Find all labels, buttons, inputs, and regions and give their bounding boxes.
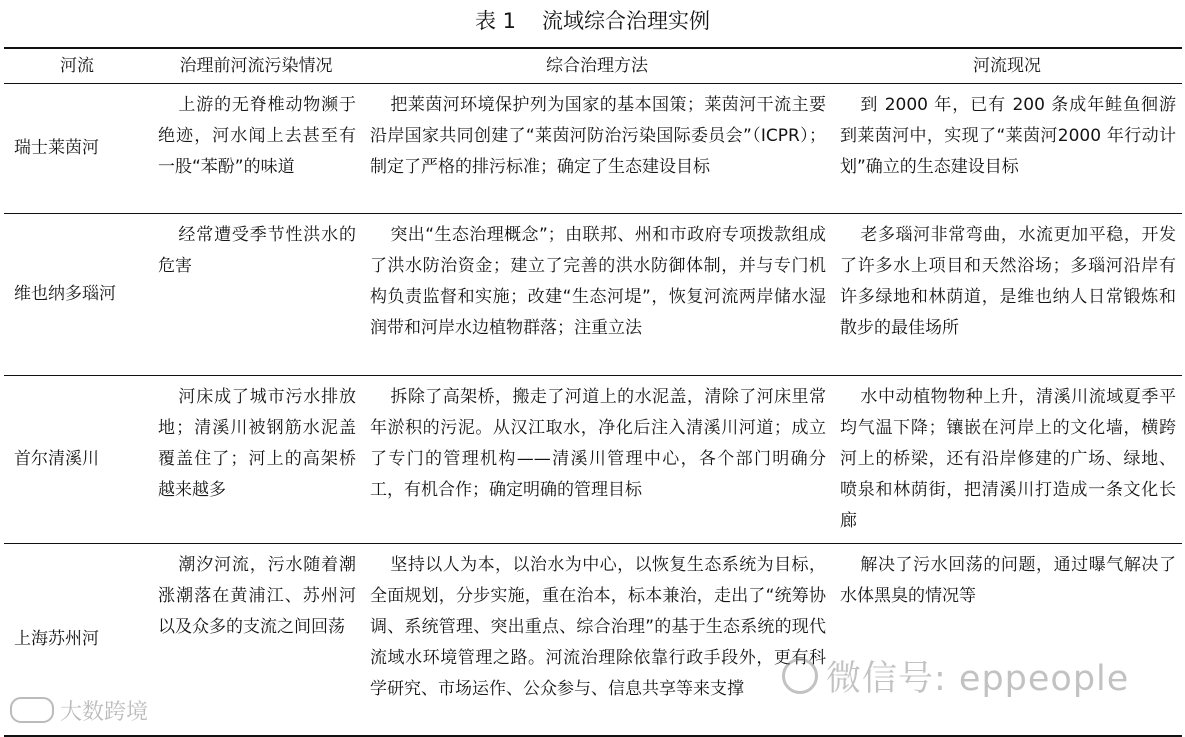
header-now: 河流现况 bbox=[832, 48, 1182, 84]
river-name: 上海苏州河 bbox=[14, 628, 99, 649]
governance-method: 把莱茵河环境保护列为国家的基本国策；莱茵河干流主要沿岸国家共同创建了“莱茵河防治污染国际委员会”（ICPR）；制定了严格的排污标准；确定了生态建设目标 bbox=[362, 84, 832, 214]
wechat-icon bbox=[782, 658, 818, 694]
pollution-before: 河床成了城市污水排放地；清溪川被钢筋水泥盖覆盖住了；河上的高架桥越来越多 bbox=[150, 376, 362, 544]
river-governance-table bbox=[4, 47, 1182, 737]
wechat-watermark bbox=[782, 651, 1129, 701]
river-status: 到 2000 年，已有 200 条成年鲑鱼徊游到莱茵河中，实现了“莱茵河2000 年行动计划”确立的生态建设目标 bbox=[832, 84, 1182, 214]
river-status: 解决了污水回荡的问题，通过曝气解决了水体黑臭的情况等 bbox=[840, 555, 1176, 606]
header-before: 治理前河流污染情况 bbox=[150, 48, 362, 84]
header-row bbox=[4, 48, 1182, 84]
brand-logo-icon bbox=[10, 697, 54, 723]
corner-watermark-text: 大数跨境 bbox=[60, 700, 149, 725]
river-name: 维也纳多瑙河 bbox=[4, 214, 150, 376]
governance-method: 拆除了高架桥，搬走了河道上的水泥盖，清除了河床里常年淤积的污泥。从汉江取水，净化后注入清溪川河道；成立了专门的管理机构——清溪川管理中心，各个部门明确分工，有机合作；确定明确的管理目标 bbox=[362, 376, 832, 544]
wechat-watermark-text: 微信号: eppeople bbox=[826, 659, 1130, 699]
governance-method: 坚持以人为本，以治水为中心，以恢复生态系统为目标，全面规划，分步实施，重在治本，标本兼治，走出了“统筹协调、系统管理、突出重点、综合治理”的基于生态系统的现代流域水环境管理之路。河流治理除依靠行政手段外，更有科学研究、市场运作、公众参与、信息共享等来支撑 bbox=[370, 555, 826, 699]
table-title bbox=[0, 6, 1185, 36]
table-row bbox=[4, 544, 1182, 736]
pollution-before: 经常遭受季节性洪水的危害 bbox=[150, 214, 362, 376]
governance-method: 突出“生态治理概念”；由联邦、州和市政府专项拨款组成了洪水防治资金；建立了完善的洪水防御体制，并与专门机构负责监督和实施；改建“生态河堤”，恢复河流两岸储水湿润带和河岸水边植物群落；注重立法 bbox=[362, 214, 832, 376]
river-name: 瑞士莱茵河 bbox=[4, 84, 150, 214]
header-river: 河流 bbox=[4, 48, 150, 84]
corner-watermark bbox=[10, 695, 148, 726]
header-method: 综合治理方法 bbox=[362, 48, 832, 84]
table-row bbox=[4, 376, 1182, 544]
pollution-before: 潮汐河流，污水随着潮涨潮落在黄浦江、苏州河以及众多的支流之间回荡 bbox=[158, 555, 356, 637]
river-name: 首尔清溪川 bbox=[4, 376, 150, 544]
table-row bbox=[4, 84, 1182, 214]
river-status: 老多瑙河非常弯曲，水流更加平稳，开发了许多水上项目和天然浴场；多瑙河沿岸有许多绿地和林荫道，是维也纳人日常锻炼和散步的最佳场所 bbox=[832, 214, 1182, 376]
table-number: 表 1 bbox=[474, 9, 517, 33]
table-row bbox=[4, 214, 1182, 376]
table-caption: 流域综合治理实例 bbox=[542, 9, 711, 33]
pollution-before: 上游的无脊椎动物濒于绝迹，河水闻上去甚至有一股“苯酚”的味道 bbox=[150, 84, 362, 214]
river-status: 水中动植物物种上升，清溪川流域夏季平均气温下降；镶嵌在河岸上的文化墙，横跨河上的桥梁，还有沿岸修建的广场、绿地、喷泉和林荫街，把清溪川打造成一条文化长廊 bbox=[832, 376, 1182, 544]
